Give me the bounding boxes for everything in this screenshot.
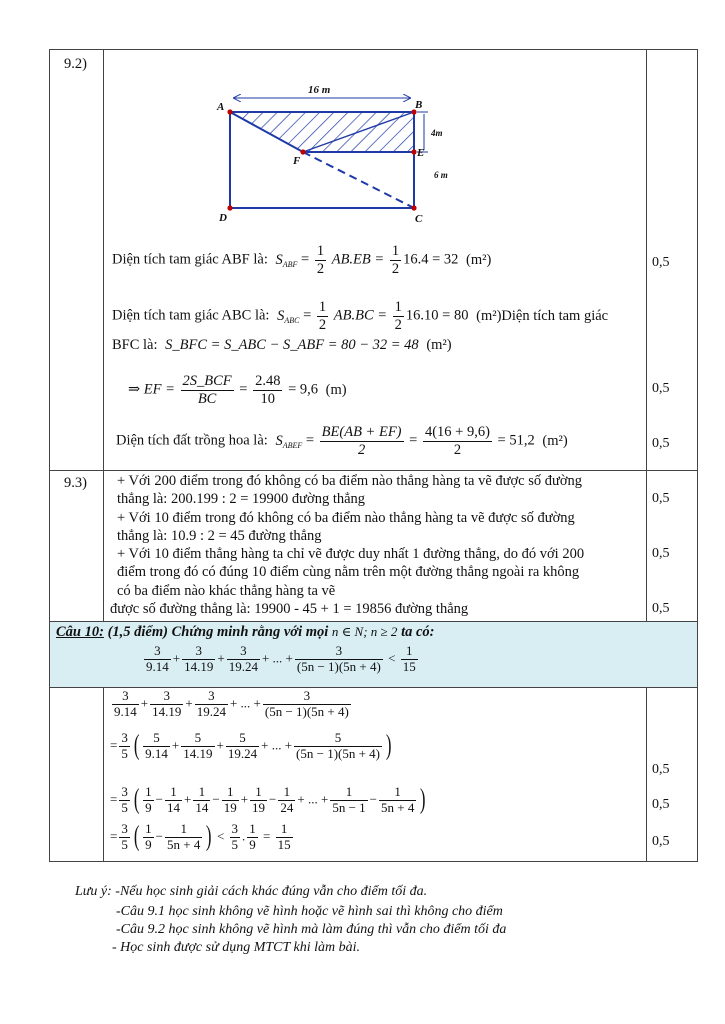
label-c: C bbox=[415, 213, 423, 225]
area-abc-line: Diện tích tam giác ABC là: $S_{ABC}$ = $\frac{1}{2}$ AB.BC = $\frac{1}{2}$ 16.10 = 80 (m²)Diện tích tam giác bbox=[112, 299, 609, 333]
label-b: B bbox=[415, 99, 423, 111]
score-ef: 0,5 bbox=[652, 381, 670, 396]
area-abc-text: Diện tích tam giác ABC là: bbox=[112, 307, 270, 324]
ans10-line4: = $\frac{3}{5}$ ( $\frac{1}{9}$ − $\frac{1}{5n + 4}$ ) < $\frac{3}{5}$ . $\frac{1}{9}$ = $\frac{1}{15}$ bbox=[110, 821, 291, 853]
col-divider-score bbox=[646, 49, 647, 621]
note-4: - Học sinh được sử dụng MTCT khi làm bài. bbox=[112, 940, 361, 955]
point-c bbox=[411, 205, 416, 210]
r93-d1: được số đường thẳng là: 19900 - 45 + 1 = 19856 đường thẳng bbox=[110, 601, 469, 617]
area-abf-line: Diện tích tam giác ABF là: $S_{ABF}$ = $\frac{1}{2}$ AB.EB = $\frac{1}{2}$ 16.4 = 32 (m²) bbox=[112, 243, 492, 277]
score-93-b: 0,5 bbox=[652, 546, 670, 561]
note-3: -Câu 9.2 học sinh không vẽ hình mà làm đúng thì vẫn cho điểm tối đa bbox=[116, 922, 507, 937]
q10-heading: Câu 10: bbox=[56, 624, 104, 640]
r93-b1: + Với 10 điểm trong đó không có ba điểm nào thẳng hàng ta vẽ được số đường bbox=[117, 510, 575, 526]
score-93-c: 0,5 bbox=[652, 601, 670, 616]
score-flower: 0,5 bbox=[652, 436, 670, 451]
row-divider-q10 bbox=[49, 621, 697, 622]
score-abf: 0,5 bbox=[652, 255, 670, 270]
ef-unit: (m) bbox=[325, 381, 347, 398]
table-border-right bbox=[697, 49, 698, 862]
point-d bbox=[227, 205, 232, 210]
row-label-9-3: 9.3) bbox=[64, 475, 87, 491]
col-divider-label-2 bbox=[103, 687, 104, 861]
hatched-region-abef bbox=[230, 112, 414, 152]
label-d: D bbox=[219, 212, 227, 224]
row-divider-ans10 bbox=[49, 687, 697, 688]
note-2: -Câu 9.1 học sinh không vẽ hình hoặc vẽ hình sai thì không cho điểm bbox=[116, 904, 503, 919]
note-1: Lưu ý: -Nếu học sinh giải cách khác đúng vẫn cho điểm tối đa. bbox=[75, 884, 428, 899]
label-f: F bbox=[293, 155, 301, 167]
point-f bbox=[300, 149, 305, 154]
ef-result: = 9,6 bbox=[288, 381, 319, 398]
area-bfc-line bbox=[112, 337, 452, 354]
row-divider-93 bbox=[49, 470, 697, 471]
label-len-be: 4m bbox=[431, 128, 443, 138]
label-a: A bbox=[217, 101, 225, 113]
area-abc-unit: (m²)Diện tích tam giác bbox=[476, 307, 609, 324]
col-divider-score-2 bbox=[646, 687, 647, 861]
rectangle-figure bbox=[210, 80, 460, 230]
r93-b2: thẳng là: 10.9 : 2 = 45 đường thẳng bbox=[117, 528, 322, 544]
area-abc-expr-a: AB.BC = bbox=[333, 307, 388, 324]
area-abc-expr-b: 16.10 = 80 bbox=[405, 307, 469, 324]
area-flower-text: Diện tích đất trồng hoa là: bbox=[116, 432, 268, 449]
area-abf-sub: ABF bbox=[282, 259, 298, 269]
r93-a1: + Với 200 điểm trong đó không có ba điểm nào thẳng hàng ta vẽ được số đường bbox=[117, 473, 583, 489]
area-abf-unit: (m²) bbox=[466, 251, 492, 268]
ef-line: ⇒ EF = $\frac{\text{2S\_BCF}}{BC}$ = $\frac{2.48}{10}$ = 9,6 (m) bbox=[128, 373, 347, 407]
score-93-a: 0,5 bbox=[652, 491, 670, 506]
label-len-ec: 6 m bbox=[434, 170, 448, 180]
q10-inequality: $\frac{3}{9.14}$ + $\frac{3}{14.19}$ + $\frac{3}{19.24}$ + ... + $\frac{3}{(5n - 1)(5n + 4)}$ < $\frac{1}{15}$ bbox=[146, 643, 416, 674]
r93-c1: + Với 10 điểm thẳng hàng ta chỉ vẽ được duy nhất 1 đường thẳng, do đó với 200 bbox=[117, 546, 585, 562]
ans10-line2: = $\frac{3}{5}$ ( $\frac{5}{9.14}$ + $\frac{5}{14.19}$ + $\frac{5}{19.24}$ + ... + $\frac{5}{(5n - 1)(5n + 4)}$ ) bbox=[110, 730, 392, 762]
r93-c3: có ba điểm nào khác thẳng hàng ta vẽ bbox=[117, 583, 336, 599]
ans10-line3: = $\frac{3}{5}$ ( $\frac{1}{9}$ − $\frac{1}{14}$ + $\frac{1}{14}$ − $\frac{1}{19}$ + $\frac{1}{19}$ − $\frac{1}{24}$ + ... + $\frac{1}{5n - 1}$ − $\frac{1}{5n + 4}$ ) bbox=[110, 784, 426, 816]
col-divider-label bbox=[103, 49, 104, 621]
row-label-9-2: 9.2) bbox=[64, 56, 87, 72]
area-bfc-unit: (m²) bbox=[426, 337, 452, 353]
table-border-bottom bbox=[49, 861, 697, 862]
area-flower-result: = 51,2 bbox=[497, 432, 535, 449]
area-abf-symbol: S bbox=[275, 251, 283, 268]
q10-title-text: (1,5 điểm) Chứng minh rằng với mọi bbox=[103, 624, 332, 640]
q10-title bbox=[56, 624, 434, 641]
area-bfc-text: BFC là: bbox=[112, 337, 158, 353]
q10-title-tail: ta có: bbox=[397, 624, 435, 640]
label-len-ab: 16 m bbox=[308, 84, 331, 96]
area-flower-line: Diện tích đất trồng hoa là: $S_{ABEF}$ = $\frac{BE(AB + EF)}{2}$ = $\frac{4(16 + 9,6)}{2}$ = 51,2 (m²) bbox=[116, 424, 568, 458]
area-abf-text: Diện tích tam giác ABF là: bbox=[112, 251, 268, 268]
ans10-line1: $\frac{3}{9.14}$ + $\frac{3}{14.19}$ + $\frac{3}{19.24}$ + ... + $\frac{3}{(5n - 1)(5n + 4)}$ bbox=[114, 688, 349, 719]
score-10-c: 0,5 bbox=[652, 834, 670, 849]
score-10-a: 0,5 bbox=[652, 762, 670, 777]
point-e bbox=[411, 149, 416, 154]
r93-a2: thẳng là: 200.199 : 2 = 19900 đường thẳng bbox=[117, 491, 366, 507]
r93-c2: điểm trong đó có đúng 10 điểm cùng nằm trên một đường thẳng ngoài ra không bbox=[117, 564, 580, 580]
label-e: E bbox=[417, 147, 425, 159]
ef-arrow: ⇒ EF = bbox=[128, 381, 175, 398]
score-10-b: 0,5 bbox=[652, 797, 670, 812]
area-abf-expr-b: 16.4 = 32 bbox=[403, 251, 459, 268]
area-flower-unit: (m²) bbox=[542, 432, 568, 449]
table-border-top bbox=[49, 49, 697, 50]
area-bfc-expr: S_BFC = S_ABC − S_ABF = 80 − 32 = 48 bbox=[165, 337, 419, 353]
segment-fc-dashed bbox=[303, 152, 414, 208]
point-a bbox=[227, 109, 232, 114]
q10-condition: n ∈ N; n ≥ 2 bbox=[331, 624, 398, 639]
area-abf-expr-a: AB.EB = bbox=[331, 251, 385, 268]
table-border-left bbox=[49, 49, 50, 862]
